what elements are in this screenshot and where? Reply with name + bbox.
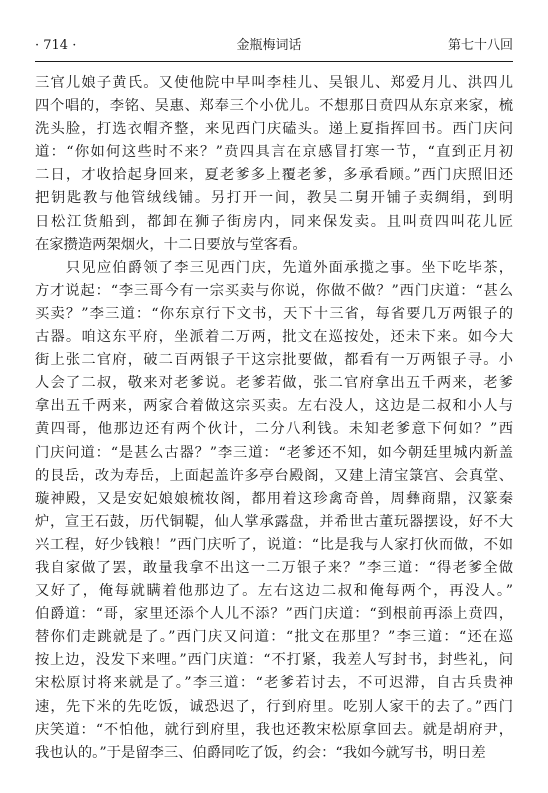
text-line: 拿出五千两来，两家合着做这宗买卖。左右没人，这边是二叔和小人与 [35, 398, 513, 415]
text-line: 又好了，俺每就瞒着他那边了。左右这边二叔和俺每两个，再没人。” [35, 583, 513, 600]
chapter-title: 第七十八回 [447, 38, 513, 53]
text-line: 方才说起：“李三哥今有一宗买卖与你说，你做不做？”西门庆道：“甚么 [35, 282, 513, 299]
body-text [35, 72, 513, 765]
text-line: 三官儿娘子黄氏。又使他院中早叫李桂儿、吴银儿、郑爱月儿、洪四儿 [35, 75, 513, 91]
text-line: 四个唱的，李铭、吴惠、郑奉三个小优儿。不想那日贲四从东京来家，梳 [35, 98, 513, 115]
text-line: 在家攒造两架烟火，十二日要放与堂客看。 [35, 236, 307, 253]
text-line: 黄四哥，他那边还有两个伙计，二分八利钱。未知老爹意下何如？”西 [35, 421, 513, 438]
text-line: 伯爵道：“哥，家里还添个人儿不添？”西门庆道：“到根前再添上贲四， [35, 606, 513, 623]
text-line: 我自家做了罢，敢量我拿不出这一二万银子来？”李三道：“得老爹全做 [35, 559, 513, 576]
page-number: · 714 · [35, 38, 77, 53]
text-line: 速，先下米的先吃饭，诚恐迟了，行到府里。吃别人家干的去了。”西门 [35, 698, 513, 715]
text-line: 我也认的。”于是留李三、伯爵同吃了饭，约会：“我如今就写书，明日差 [35, 744, 486, 761]
text-line: 只见应伯爵领了李三见西门庆，先道外面承揽之事。坐下吃毕茶， [35, 259, 513, 276]
text-line: 古器。咱这东平府，坐派着二万两，批文在巡按处，还未下来。如今大 [35, 329, 513, 346]
text-line: 庆笑道：“不怕他，就行到府里，我也还教宋松原拿回去。就是胡府尹， [35, 721, 513, 738]
text-line: 把钥匙教与他管绒线铺。另打开一间，教吴二舅开铺子卖绸绢，到明 [35, 190, 513, 207]
text-line: 璇神殿，又是安妃娘娘梳妆阁，都用着这珍禽奇兽，周彝商鼎，汉篆秦 [35, 490, 513, 507]
text-line: 宋松原讨将来就是了。”李三道：“老爹若讨去，不可迟滞，自古兵贵神 [35, 675, 513, 692]
header-rule [35, 61, 513, 62]
text-line: 按上边，没发下来哩。”西门庆道：“不打紧，我差人写封书，封些礼，问 [35, 652, 513, 669]
text-line: 街上张二官府，破二百两银子干这宗批要做，都看有一万两银子寻。小 [35, 352, 513, 369]
text-line: 二日，才收拾起身回来，夏老爹多上覆老爹，多承看顾。”西门庆照旧还 [35, 167, 513, 184]
text-line: 道：“你如何这些时不来？”贲四具言在京感冒打寒一节，“直到正月初 [35, 144, 513, 161]
text-line: 兴工程，好少钱粮！”西门庆听了，说道：“比是我与人家打伙而做，不如 [35, 536, 513, 553]
text-line: 替你们走跳就是了。”西门庆又问道：“批文在那里？”李三道：“还在巡 [35, 629, 513, 646]
running-header [35, 36, 513, 56]
text-line: 人会了二叔，敬来对老爹说。老爹若做，张二官府拿出五千两来，老爹 [35, 375, 513, 392]
text-line: 的艮岳，改为寿岳，上面起盖许多亭台殿阁，又建上清宝箓宫、会真堂、 [35, 467, 513, 484]
text-line: 洗头脸，打选衣帽齐整，来见西门庆磕头。递上夏指挥回书。西门庆问 [35, 121, 513, 138]
text-line: 门庆问道：“是甚么古器？”李三道：“老爹还不知，如今朝廷里城内新盖 [35, 444, 513, 461]
text-line: 日松江货船到，都卸在狮子街房内，同来保发卖。且叫贲四叫花儿匠 [35, 213, 513, 230]
text-line: 买卖？”李三道：“你东京行下文书，天下十三省，每省要几万两银子的 [35, 305, 513, 322]
book-title: 金瓶梅词话 [236, 38, 302, 53]
text-line: 炉，宣王石鼓，历代铜鞮，仙人掌承露盘，并希世古董玩器摆设，好不大 [35, 513, 513, 530]
